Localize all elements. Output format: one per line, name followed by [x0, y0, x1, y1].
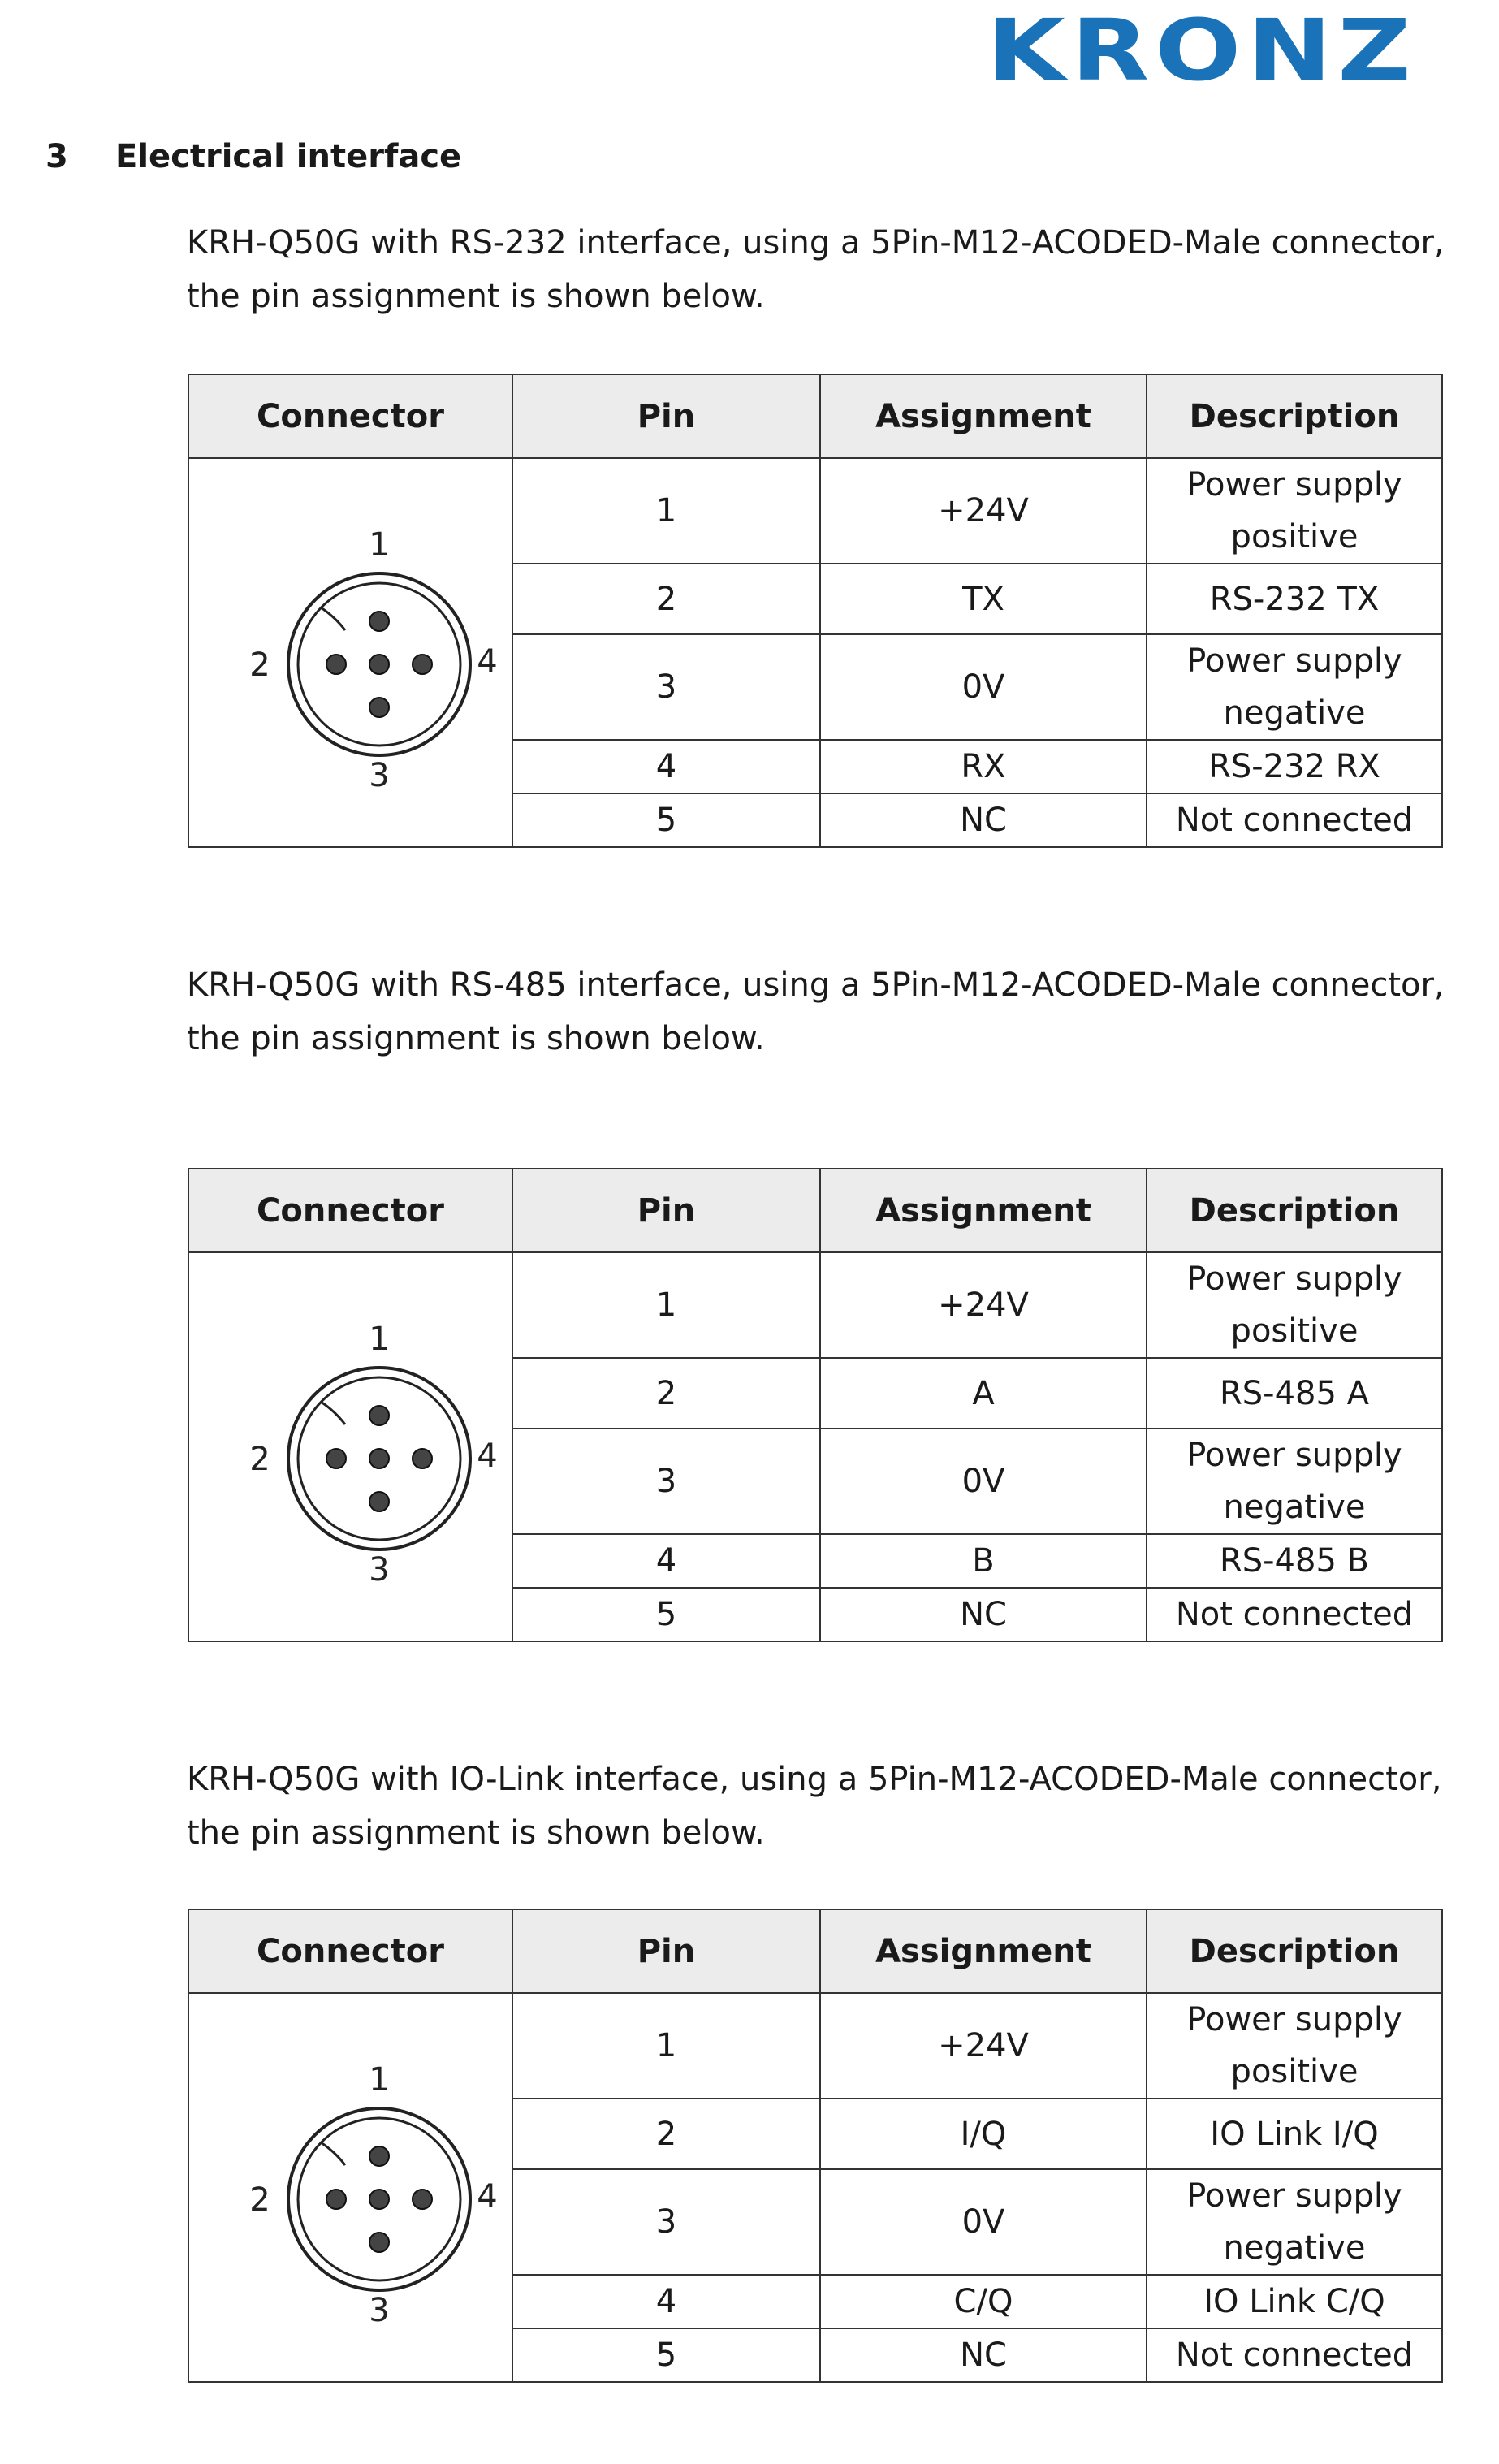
- header-connector: Connector: [188, 1909, 512, 1993]
- assignment-cell: NC: [820, 1588, 1147, 1641]
- description-cell: Power supply positive: [1147, 1252, 1442, 1358]
- pin-label-bottom: 3: [368, 2291, 390, 2329]
- description-cell: Power supply negative: [1147, 634, 1442, 740]
- pin-cell: 2: [512, 1358, 820, 1429]
- pin-table-rs485: [188, 1168, 1443, 1642]
- assignment-cell: +24V: [820, 458, 1147, 564]
- header-pin: Pin: [512, 1909, 820, 1993]
- intro-rs232: KRH-Q50G with RS-232 interface, using a 5Pin-M12-ACODED-Male connector, the pin assignment is shown below.: [187, 224, 1445, 315]
- assignment-cell: TX: [820, 564, 1147, 634]
- assignment-cell: 0V: [820, 634, 1147, 740]
- pin-label-bottom: 3: [368, 756, 390, 794]
- assignment-cell: I/Q: [820, 2099, 1147, 2169]
- pin-contact: [369, 655, 389, 674]
- pin-contact: [369, 698, 389, 717]
- pin-contact: [326, 1449, 346, 1468]
- pin-contact: [326, 2190, 346, 2209]
- pin-cell: 4: [512, 1534, 820, 1588]
- assignment-cell: NC: [820, 2328, 1147, 2382]
- pin-label-top: 1: [368, 525, 390, 564]
- assignment-cell: +24V: [820, 1993, 1147, 2099]
- assignment-cell: A: [820, 1358, 1147, 1429]
- pin-cell: 1: [512, 458, 820, 564]
- header-assignment: Assignment: [820, 374, 1147, 458]
- pin-contact: [369, 612, 389, 631]
- header-assignment: Assignment: [820, 1169, 1147, 1252]
- assignment-cell: B: [820, 1534, 1147, 1588]
- pin-contact: [413, 2190, 432, 2209]
- pin-cell: 1: [512, 1252, 820, 1358]
- assignment-cell: C/Q: [820, 2275, 1147, 2328]
- description-cell: IO Link I/Q: [1147, 2099, 1442, 2169]
- pin-cell: 3: [512, 634, 820, 740]
- pin-table-rs232: [188, 374, 1443, 848]
- description-cell: Not connected: [1147, 1588, 1442, 1641]
- header-connector: Connector: [188, 1169, 512, 1252]
- pin-table-iolink: [188, 1909, 1443, 2383]
- header-pin: Pin: [512, 1169, 820, 1252]
- pin-contact: [369, 1492, 389, 1511]
- description-cell: RS-485 B: [1147, 1534, 1442, 1588]
- pin-label-left: 2: [248, 1440, 270, 1478]
- pin-cell: 3: [512, 2169, 820, 2275]
- table-row: [188, 458, 1442, 564]
- kronz-logo: [983, 1, 1421, 100]
- description-cell: RS-485 A: [1147, 1358, 1442, 1429]
- pin-label-top: 1: [368, 1320, 390, 1358]
- coding-key: [321, 607, 345, 630]
- m12-connector-diagram: [213, 1293, 498, 1602]
- pin-contact: [369, 1406, 389, 1425]
- coding-key: [321, 2142, 345, 2165]
- assignment-cell: RX: [820, 740, 1147, 793]
- pin-cell: 1: [512, 1993, 820, 2099]
- description-cell: RS-232 TX: [1147, 564, 1442, 634]
- intro-iolink: KRH-Q50G with IO-Link interface, using a 5Pin-M12-ACODED-Male connector, the pin assignment is shown below.: [187, 1761, 1442, 1852]
- header-description: Description: [1147, 1909, 1442, 1993]
- description-cell: Power supply positive: [1147, 1993, 1442, 2099]
- pin-contact: [369, 2146, 389, 2166]
- pin-label-bottom: 3: [368, 1550, 390, 1589]
- m12-connector-diagram: [213, 2034, 498, 2342]
- description-cell: Power supply positive: [1147, 458, 1442, 564]
- pin-cell: 5: [512, 2328, 820, 2382]
- assignment-cell: +24V: [820, 1252, 1147, 1358]
- section-number: 3: [45, 138, 68, 175]
- pin-cell: 5: [512, 1588, 820, 1641]
- header-pin: Pin: [512, 374, 820, 458]
- pin-contact: [326, 655, 346, 674]
- description-cell: RS-232 RX: [1147, 740, 1442, 793]
- coding-key: [321, 1402, 345, 1424]
- pin-cell: 5: [512, 793, 820, 847]
- section-heading: [45, 138, 461, 175]
- section-title: Electrical interface: [115, 138, 462, 175]
- pin-cell: 4: [512, 2275, 820, 2328]
- pin-label-right: 4: [476, 642, 498, 681]
- pin-label-left: 2: [248, 646, 270, 684]
- pin-label-left: 2: [248, 2181, 270, 2219]
- pin-cell: 3: [512, 1429, 820, 1534]
- pin-contact: [413, 1449, 432, 1468]
- pin-contact: [369, 1449, 389, 1468]
- assignment-cell: 0V: [820, 2169, 1147, 2275]
- assignment-cell: NC: [820, 793, 1147, 847]
- header-assignment: Assignment: [820, 1909, 1147, 1993]
- pin-cell: 2: [512, 564, 820, 634]
- connector-diagram-cell: [188, 1252, 512, 1641]
- connector-diagram-cell: [188, 458, 512, 847]
- description-cell: IO Link C/Q: [1147, 2275, 1442, 2328]
- pin-label-top: 1: [368, 2060, 390, 2099]
- header-connector: Connector: [188, 374, 512, 458]
- pin-label-right: 4: [476, 1437, 498, 1475]
- description-cell: Power supply negative: [1147, 2169, 1442, 2275]
- description-cell: Power supply negative: [1147, 1429, 1442, 1534]
- pin-contact: [369, 2190, 389, 2209]
- connector-diagram-cell: [188, 1993, 512, 2382]
- intro-rs485: KRH-Q50G with RS-485 interface, using a 5Pin-M12-ACODED-Male connector, the pin assignment is shown below.: [187, 966, 1445, 1057]
- pin-cell: 2: [512, 2099, 820, 2169]
- description-cell: Not connected: [1147, 2328, 1442, 2382]
- header-description: Description: [1147, 374, 1442, 458]
- pin-label-right: 4: [476, 2177, 498, 2215]
- pin-contact: [369, 2233, 389, 2252]
- pin-cell: 4: [512, 740, 820, 793]
- description-cell: Not connected: [1147, 793, 1442, 847]
- m12-connector-diagram: [213, 499, 498, 807]
- header-description: Description: [1147, 1169, 1442, 1252]
- svg-text:KRONZ: KRONZ: [987, 1, 1417, 100]
- table-row: [188, 1252, 1442, 1358]
- table-row: [188, 1993, 1442, 2099]
- pin-contact: [413, 655, 432, 674]
- assignment-cell: 0V: [820, 1429, 1147, 1534]
